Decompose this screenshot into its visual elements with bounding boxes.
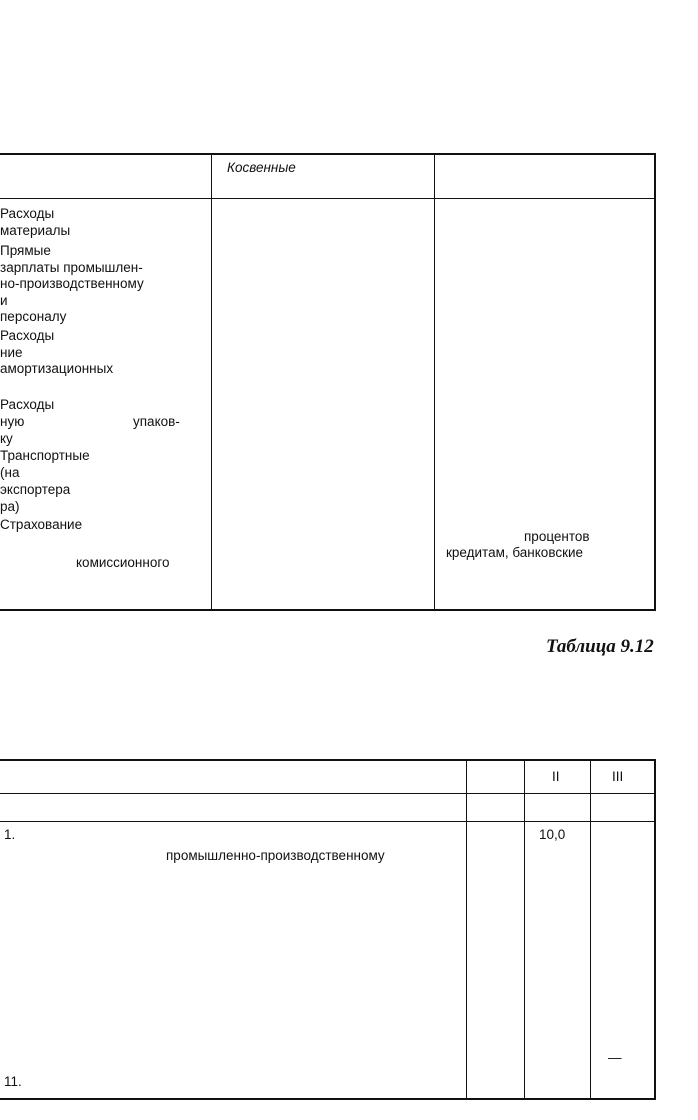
- table1-col1-line: Прямые: [0, 243, 51, 258]
- table2-top-border: [0, 759, 656, 761]
- table1-col1-line: ку: [0, 431, 13, 446]
- table1-col1-line: но-производственному: [0, 276, 144, 291]
- table1-col1-line: Транспортные: [0, 448, 90, 463]
- table1-col1-line: Расходы: [0, 206, 55, 221]
- table1-top-border: [0, 153, 656, 155]
- table2-col-divider-2: [524, 759, 525, 1100]
- table1-col3-line: кредитам, банковские: [446, 545, 584, 560]
- table1-col1-line: Расходы: [0, 397, 55, 412]
- table2-bottom-border: [0, 1098, 656, 1100]
- table1-col-divider-1: [211, 153, 212, 611]
- table1-col1-line: ние: [0, 345, 23, 360]
- table2-row-label: промышленно-производственному: [166, 848, 385, 863]
- table2-header-divider: [0, 793, 656, 794]
- table2-row-value: 10,0: [539, 827, 566, 842]
- table1-col1-line: комиссионного: [76, 555, 170, 570]
- table2-row-number: 11.: [4, 1074, 22, 1089]
- table1-col1-line: персоналу: [0, 309, 67, 324]
- table2-row-value: —: [608, 1050, 622, 1065]
- table2-subheader-divider: [0, 821, 656, 822]
- table1-col1-line: Страхование: [0, 517, 83, 532]
- table1-col1-line: Расходы: [0, 328, 55, 343]
- table1-right-border: [654, 153, 656, 611]
- table2-right-border: [654, 759, 656, 1100]
- table1-col-divider-2: [434, 153, 435, 611]
- table1-col3-line: процентов: [524, 529, 590, 544]
- table1-col1-line: амортизационных: [0, 361, 114, 376]
- table2-col-divider-1: [466, 759, 467, 1100]
- table1-col1-line: экспортера: [0, 482, 71, 497]
- table-caption: Таблица 9.12: [546, 636, 654, 657]
- table1-col1-line: (на: [0, 465, 20, 480]
- table1-col1-line: зарплаты промышлен-: [0, 260, 143, 275]
- table2-header-col-iii: III: [612, 769, 624, 784]
- table1-header-indirect: Косвенные: [227, 160, 296, 175]
- table1-bottom-border: [0, 609, 656, 611]
- table2-col-divider-3: [590, 759, 591, 1100]
- table2-row-number: 1.: [4, 827, 16, 842]
- table1-col1-line: ра): [0, 499, 20, 514]
- table1-col1-line: ную: [0, 414, 25, 429]
- table1-col1-line: материалы: [0, 223, 71, 238]
- table1-header-divider: [0, 198, 656, 199]
- table1-col1-line: и: [0, 293, 8, 308]
- table2-header-col-ii: II: [552, 769, 560, 784]
- table1-col1-line: упаков-: [133, 414, 180, 429]
